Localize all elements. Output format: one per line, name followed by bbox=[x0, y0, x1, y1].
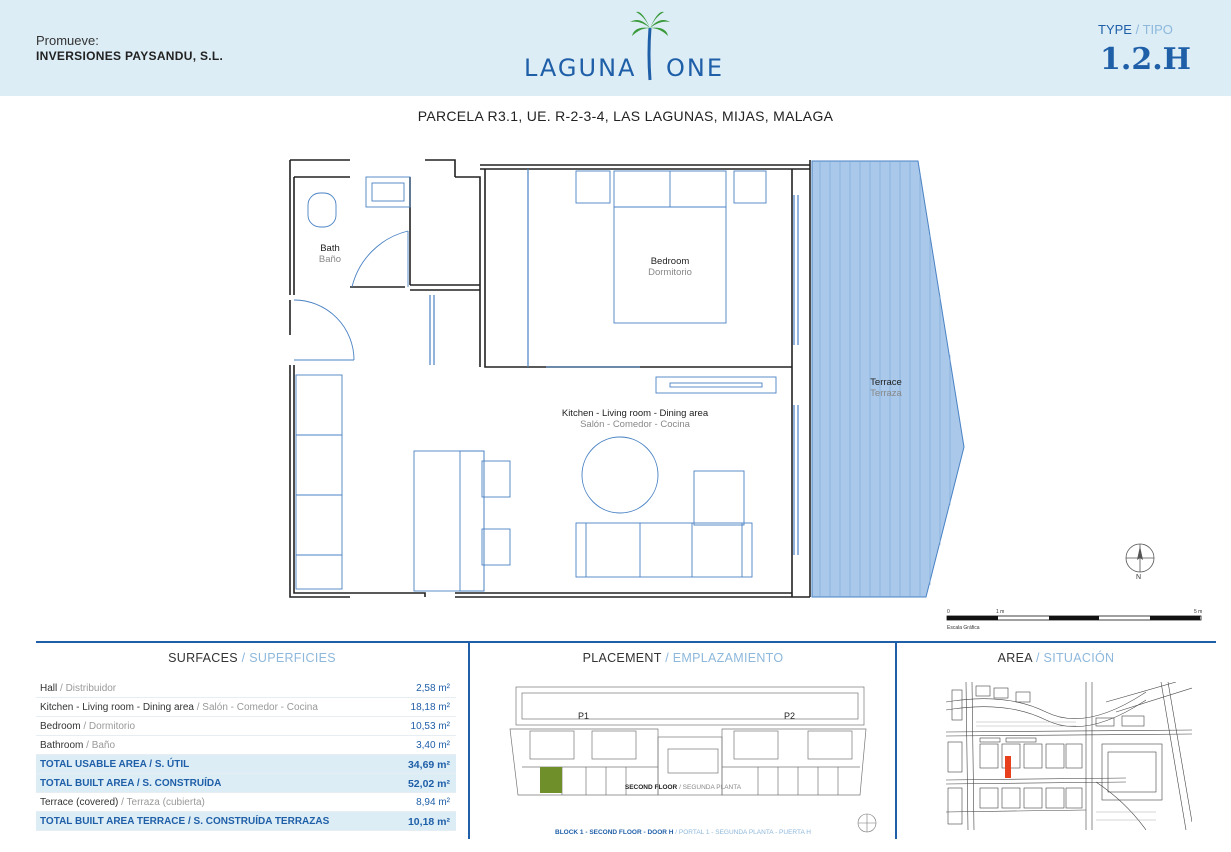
terrace-label-en: Terrace bbox=[870, 377, 902, 388]
type-code: 1.2.H bbox=[1100, 42, 1191, 77]
scale-five: 5 m bbox=[1194, 609, 1203, 615]
surface-value: 18,18 m² bbox=[410, 702, 450, 713]
placement-p2-label: P2 bbox=[784, 711, 796, 721]
surface-label-es: / S. ÚTIL bbox=[146, 759, 190, 770]
surface-value: 3,40 m² bbox=[416, 740, 450, 751]
surface-label-es: / Baño bbox=[83, 740, 116, 751]
surface-label-es: / Dormitorio bbox=[80, 721, 136, 732]
area-unit-highlight bbox=[1005, 756, 1011, 778]
panel-divider-2 bbox=[895, 641, 897, 839]
area-title bbox=[896, 651, 1216, 665]
parcel-subtitle: PARCELA R3.1, UE. R-2-3-4, LAS LAGUNAS, MIJAS, MALAGA bbox=[417, 108, 834, 124]
floor-label-en: SECOND FLOOR bbox=[624, 784, 678, 791]
placement-floor-label bbox=[470, 784, 896, 791]
panel-top-rule bbox=[36, 641, 1216, 643]
room-label-bath bbox=[310, 243, 350, 265]
placement-title-es: / EMPLAZAMIENTO bbox=[661, 651, 784, 665]
header-band bbox=[0, 0, 1231, 96]
promoter-label: Promueve: bbox=[36, 33, 99, 48]
surface-label: Hall bbox=[40, 683, 58, 694]
room-label-terrace bbox=[856, 377, 916, 399]
surface-value: 2,58 m² bbox=[416, 683, 450, 694]
surface-row-bathroom bbox=[36, 736, 456, 755]
logo-text-laguna: LAGUNA bbox=[524, 54, 637, 82]
surfaces-title bbox=[36, 651, 468, 665]
placement-title bbox=[470, 651, 896, 665]
surface-label: Kitchen - Living room - Dining area bbox=[40, 702, 194, 713]
surface-label: Bedroom bbox=[40, 721, 81, 732]
floor-plan bbox=[280, 155, 970, 610]
living-label-es: Salón - Comedor - Cocina bbox=[580, 419, 690, 430]
surfaces-table bbox=[36, 679, 456, 831]
scale-zero: 0 bbox=[947, 609, 950, 615]
area-title-es: / SITUACIÓN bbox=[1032, 651, 1115, 665]
surface-label-es: / Terraza (cubierta) bbox=[118, 797, 205, 808]
area-title-en: AREA bbox=[997, 651, 1033, 665]
surface-label-es: / Distribuidor bbox=[57, 683, 117, 694]
promoter-name: INVERSIONES PAYSANDU, S.L. bbox=[36, 49, 224, 63]
surface-row-total-terrace bbox=[36, 812, 456, 831]
placement-block-label bbox=[470, 829, 896, 836]
surface-value: 52,02 m² bbox=[407, 778, 450, 790]
surface-label: TOTAL BUILT AREA TERRACE bbox=[40, 816, 186, 827]
surface-row-hall bbox=[36, 679, 456, 698]
logo-text-one: ONE bbox=[666, 54, 725, 82]
surface-value: 10,53 m² bbox=[410, 721, 450, 732]
bedroom-label-es: Dormitorio bbox=[648, 267, 692, 278]
bedroom-label-en: Bedroom bbox=[650, 256, 690, 267]
surface-label-es: / S. CONSTRUÍDA TERRAZAS bbox=[185, 816, 330, 827]
surface-value: 8,94 m² bbox=[416, 797, 450, 808]
surface-value: 34,69 m² bbox=[407, 759, 450, 771]
panel-divider-1 bbox=[468, 641, 470, 839]
surface-label: Terrace (covered) bbox=[40, 797, 119, 808]
surface-row-bedroom bbox=[36, 717, 456, 736]
type-label-en: TYPE bbox=[1098, 22, 1132, 37]
scale-caption: Escala Gráfica bbox=[947, 625, 980, 631]
surface-label-es: / Salón - Comedor - Cocina bbox=[193, 702, 318, 713]
surfaces-title-en: SURFACES bbox=[168, 651, 238, 665]
scale-bar bbox=[946, 608, 1202, 629]
surface-label: TOTAL USABLE AREA bbox=[40, 759, 147, 770]
surfaces-title-es: / SUPERFICIES bbox=[237, 651, 336, 665]
compass-north-label: N bbox=[1136, 574, 1142, 581]
bath-label-en: Bath bbox=[320, 243, 340, 254]
laguna-one-logo bbox=[520, 8, 730, 82]
surface-label: TOTAL BUILT AREA bbox=[40, 778, 135, 789]
surface-row-total-usable bbox=[36, 755, 456, 774]
placement-p1-label: P1 bbox=[578, 711, 590, 721]
block-label-es: / PORTAL 1 - SEGUNDA PLANTA - PUERTA H bbox=[673, 829, 811, 836]
terrace-label-es: Terraza bbox=[870, 388, 902, 399]
surface-row-terrace bbox=[36, 793, 456, 812]
surface-row-total-built bbox=[36, 774, 456, 793]
room-label-bedroom bbox=[620, 256, 720, 278]
type-label bbox=[1098, 22, 1173, 37]
living-label-en: Kitchen - Living room - Dining area bbox=[561, 408, 709, 419]
placement-title-en: PLACEMENT bbox=[582, 651, 662, 665]
surface-label-es: / S. CONSTRUÍDA bbox=[134, 778, 222, 789]
area-situation-map bbox=[946, 682, 1192, 835]
north-compass-icon bbox=[1124, 542, 1156, 589]
room-label-living bbox=[510, 408, 760, 430]
surface-label: Bathroom bbox=[40, 740, 84, 751]
block-label-en: BLOCK 1 - SECOND FLOOR - DOOR H bbox=[555, 829, 674, 836]
placement-compass-icon bbox=[856, 812, 878, 839]
surface-value: 10,18 m² bbox=[407, 816, 450, 828]
surface-row-living bbox=[36, 698, 456, 717]
type-label-es: / TIPO bbox=[1131, 22, 1173, 37]
bath-label-es: Baño bbox=[318, 254, 342, 265]
floor-label-es: / SEGUNDA PLANTA bbox=[677, 784, 742, 791]
scale-one: 1 m bbox=[996, 609, 1005, 615]
